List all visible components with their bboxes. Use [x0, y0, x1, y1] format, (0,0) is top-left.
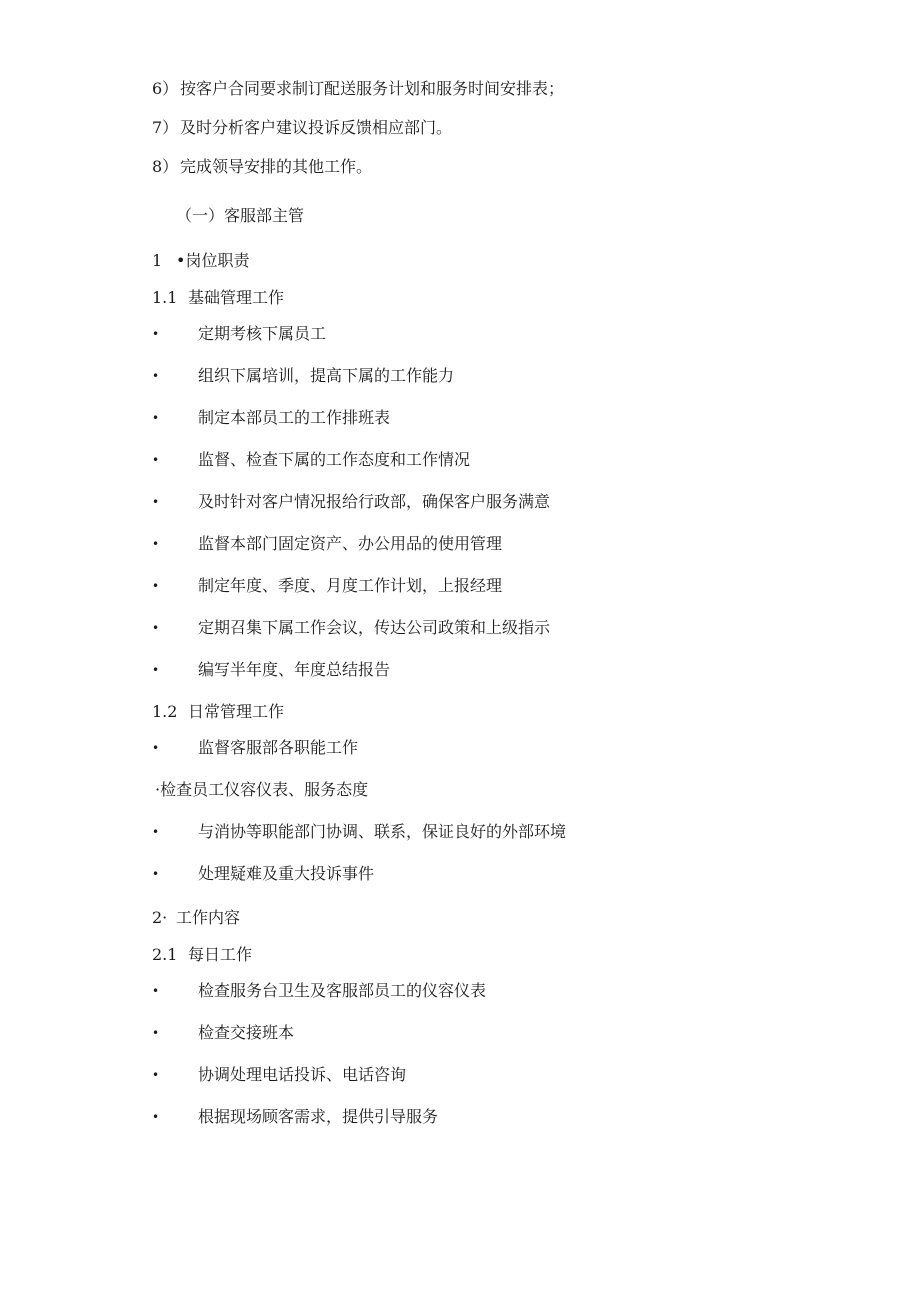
list-item-text: 组织下属培训，提高下属的工作能力 [198, 366, 455, 385]
list-item-text: 监督客服部各职能工作 [198, 738, 359, 757]
heading-text: •岗位职责 [176, 251, 250, 270]
heading-text: 日常管理工作 [188, 702, 285, 721]
list-item-text: 与消协等职能部门协调、联系，保证良好的外部环境 [198, 822, 567, 841]
list-item-text: 定期召集下属工作会议，传达公司政策和上级指示 [198, 618, 551, 637]
item-text: 完成领导安排的其他工作。 [180, 157, 373, 176]
bullet: • [152, 327, 160, 341]
heading-text: 基础管理工作 [188, 288, 285, 307]
bullet: • [152, 537, 160, 551]
bullet: • [152, 1068, 160, 1082]
item-text: 按客户合同要求制订配送服务计划和服务时间安排表； [180, 79, 565, 98]
section-heading: （一）客服部主管 [176, 206, 305, 225]
item-number: 8） [152, 157, 179, 176]
bullet: • [152, 369, 160, 383]
bullet: • [152, 579, 160, 593]
heading-number: 2.1 [152, 945, 178, 964]
bullet: • [152, 984, 160, 998]
list-item-text: 定期考核下属员工 [198, 324, 327, 343]
list-item-text: 编写半年度、年度总结报告 [198, 660, 391, 679]
heading-text: 每日工作 [188, 945, 253, 964]
bullet: • [152, 495, 160, 509]
bullet: • [152, 825, 160, 839]
list-item-text: 及时针对客户情况报给行政部，确保客户服务满意 [198, 492, 551, 511]
heading-number: 1 [152, 251, 163, 270]
list-item-text: 监督本部门固定资产、办公用品的使用管理 [198, 534, 503, 553]
item-number: 7） [152, 118, 179, 137]
bullet: • [152, 867, 160, 881]
bullet: • [152, 1026, 160, 1040]
bullet: • [152, 1110, 160, 1124]
list-item-text: 协调处理电话投诉、电话咨询 [198, 1065, 407, 1084]
list-item-text: 监督、检查下属的工作态度和工作情况 [198, 450, 471, 469]
list-item-text: 根据现场顾客需求，提供引导服务 [198, 1107, 439, 1126]
bullet: • [152, 453, 160, 467]
bullet: • [152, 741, 160, 755]
heading-number: 1.1 [152, 288, 178, 307]
list-item-text: 检查交接班本 [198, 1023, 295, 1042]
bullet: • [152, 621, 160, 635]
heading-number: 1.2 [152, 702, 178, 721]
item-text: 及时分析客户建议投诉反馈相应部门。 [180, 118, 453, 137]
list-item-text: 处理疑难及重大投诉事件 [198, 864, 375, 883]
bullet: • [152, 663, 160, 677]
list-item-inline: ·检查员工仪容仪表、服务态度 [155, 780, 369, 799]
item-number: 6） [152, 79, 179, 98]
heading-number: 2· [152, 908, 168, 927]
bullet: • [152, 411, 160, 425]
heading-text: 工作内容 [176, 908, 241, 927]
list-item-text: 制定本部员工的工作排班表 [198, 408, 391, 427]
list-item-text: 制定年度、季度、月度工作计划，上报经理 [198, 576, 503, 595]
list-item-text: 检查服务台卫生及客服部员工的仪容仪表 [198, 981, 487, 1000]
